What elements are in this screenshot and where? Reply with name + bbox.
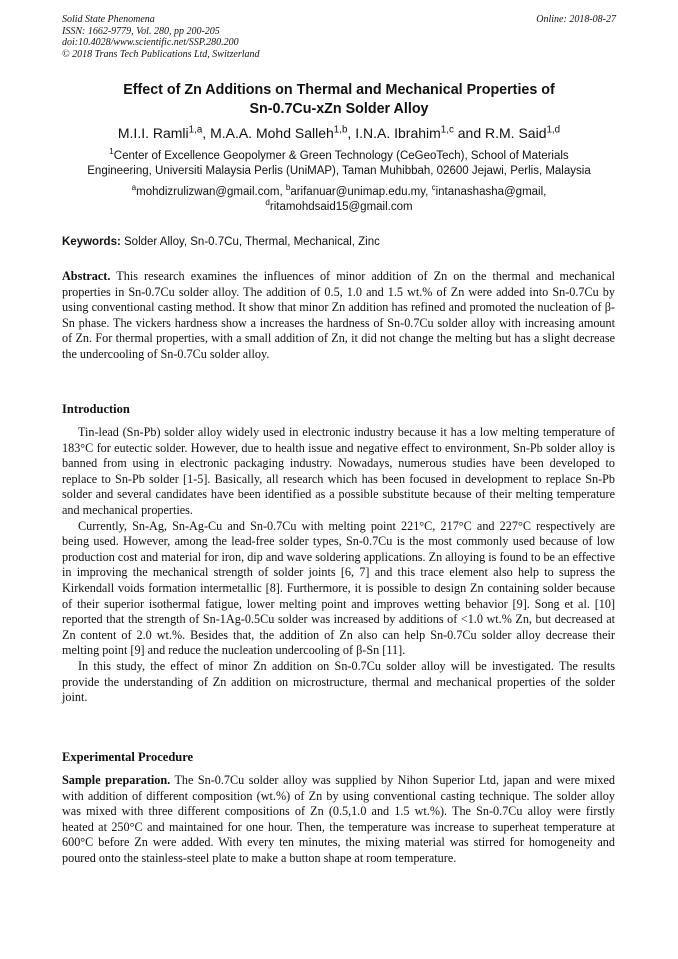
author-sup: 1,c	[440, 124, 454, 136]
email-sup: c	[431, 183, 436, 193]
author-sup: 1,a	[188, 124, 203, 136]
paragraph: In this study, the effect of minor Zn addition on Sn-0.7Cu solder alloy will be investigated. The results provide the understanding of Zn addition on microstructure, thermal and mechanical properties of the solder joint.	[62, 658, 615, 705]
author-separator: and	[453, 125, 486, 141]
issn: ISSN: 1662-9779, Vol. 280, pp 200-205	[62, 25, 220, 37]
online-date: Online: 2018-08-27	[536, 14, 616, 25]
author-name: I.N.A. Ibrahim	[355, 125, 441, 141]
sample-preparation-label: Sample preparation.	[62, 773, 171, 787]
keywords	[62, 235, 616, 250]
author-sup: 1,d	[546, 124, 561, 136]
email-sup: a	[131, 183, 137, 193]
affiliation-line-2: Engineering, Universiti Malaysia Perlis (UniMAP), Taman Muhibbah, 02600 Jejawi, Perlis, Malaysia	[87, 165, 591, 177]
email-list: $^a$mohdizrulizwan@gmail.com, $^b$arifanuar@unimap.edu.my, $^c$intanashasha@gmail, $^d$ritamohdsaid15@gmail.com	[131, 183, 547, 213]
journal-header	[62, 14, 260, 60]
email-sup: b	[285, 183, 291, 193]
email-sup: d	[265, 198, 270, 208]
abstract-text: This research examines the influences of minor addition of Zn on the thermal and mechanical properties in Sn-0.7Cu solder alloy. The addition of 0.5, 1.0 and 1.5 wt.% of Zn were added into Sn-0.7Cu by using conventional casting method. It show that minor Zn addition has refined and promoted the nucleation of β-Sn phase. The vickers hardness show a increases the hardness of Sn-0.7Cu solder alloy with increasing amount of Zn. For thermal properties, with a small addition of Zn, it did not change the melting but has a slight decrease the undercooling of Sn-0.7Cu solder alloy.	[62, 269, 615, 361]
author-name: M.A.A. Mohd Salleh	[210, 125, 334, 141]
doi[interactable]: doi:10.4028/www.scientific.net/SSP.280.200	[62, 37, 239, 48]
author-name: R.M. Said	[485, 125, 547, 141]
title-line-1: Effect of Zn Additions on Thermal and Mechanical Properties of	[123, 82, 555, 98]
paper-title	[62, 81, 616, 119]
title-line-2: Sn-0.7Cu-xZn Solder Alloy	[249, 101, 429, 117]
author-name: M.I.I. Ramli	[117, 125, 189, 141]
affiliation-sup: 1	[109, 147, 114, 157]
introduction-body	[62, 425, 615, 706]
experimental-body	[62, 773, 615, 867]
introduction-heading: Introduction	[62, 402, 130, 416]
author-separator: ,	[202, 125, 211, 141]
abstract-label: Abstract.	[62, 269, 111, 283]
paragraph: Currently, Sn-Ag, Sn-Ag-Cu and Sn-0.7Cu with melting point 221°C, 217°C and 227°C respectively are being used. However, among the lead-free solder types, Sn-0.7Cu is the most commonly used because of low production cost and material for iron, dip and wave soldering applications. Zn alloying is found to be an effective in improving the mechanical strength of solder joints [6, 7] and this trace element also help to supress the Kirkendall voids formation intermetallic [8]. Furthermore, it is possible to design Zn containing solder because of their superior isothermal fatigue, lower melting point and improves wetting behavior [9]. Song et al. [10] reported that the strength of Sn-1Ag-0.5Cu solder was increased by additions of <1.0 wt.% Zn, but decreased at Zn content of 2.0 wt.%. Besides that, the addition of Zn also can help Sn-0.7Cu solder alloy decrease their melting point [9] and reduce the nucleation undercooling of β-Sn [11].	[62, 518, 615, 658]
email-d[interactable]: ritamohdsaid15@gmail.com	[269, 201, 413, 213]
author-list	[62, 124, 616, 142]
copyright: © 2018 Trans Tech Publications Ltd, Switzerland	[62, 48, 260, 60]
affiliation-line-1: Center of Excellence Geopolymer & Green Technology (CeGeoTech), School of Materials	[113, 150, 569, 162]
abstract	[62, 269, 615, 363]
email-b[interactable]: arifanuar@unimap.edu.my	[290, 186, 426, 198]
author-sup: 1,b	[333, 124, 348, 136]
email-a[interactable]: mohdizrulizwan@gmail.com	[136, 186, 280, 198]
experimental-heading: Experimental Procedure	[62, 750, 194, 764]
affiliation	[62, 149, 616, 179]
email-c[interactable]: intanashasha@gmail,	[435, 186, 547, 198]
journal-name: Solid State Phenomena	[62, 14, 155, 25]
keywords-label: Keywords:	[62, 236, 121, 248]
paragraph: Tin-lead (Sn-Pb) solder alloy widely used in electronic industry because it has a low melting temperature of 183°C for eutectic solder. However, due to health issue and negative effect to environment, Sn-Pb solder alloy is banned from using in electronic packaging industry. Nowadays, numerous studies have been developed to replace to Sn-Pb solder [1-5]. Basically, all research which has been focused in development to replace Sn-Pb solder and several candidates have been identified as a possible substitute because of their melting temperature and mechanical properties.	[62, 425, 615, 517]
keywords-text: Solder Alloy, Sn-0.7Cu, Thermal, Mechanical, Zinc	[124, 236, 380, 248]
experimental-text: The Sn-0.7Cu solder alloy was supplied by Nihon Superior Ltd, japan and were mixed with addition of different composition (wt.%) of Zn by using conventional casting technique. The solder alloy was mixed with three different compositions of Zn (0.5,1.0 and 1.5 wt.%). The Sn-0.7Cu alloy were firstly heated at 250°C and maintained for one hour. Then, the temperature was increase to superheat temperature at 600°C before Zn were added. With every ten minutes, the mixing material was stirred for homogeneity and poured onto the stainless-steel plate to make a button shape at room temperature.	[62, 773, 615, 865]
author-separator: ,	[347, 125, 356, 141]
